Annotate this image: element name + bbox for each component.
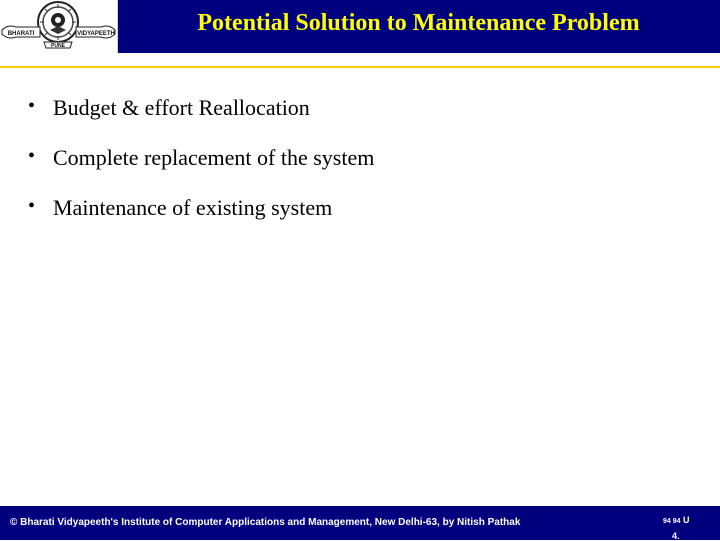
slide-title: Potential Solution to Maintenance Problem	[197, 10, 640, 36]
bullet-text: Budget & effort Reallocation	[53, 95, 310, 120]
bullet-text: Complete replacement of the system	[53, 145, 375, 170]
logo-text-left: BHARATI	[7, 31, 35, 37]
title-underline	[0, 66, 720, 68]
page-number: 4.	[672, 531, 680, 541]
bullet-marker: •	[28, 95, 36, 117]
logo-text-right: VIDYAPEETH	[77, 31, 115, 37]
page-number-small: 94 94	[663, 518, 681, 525]
logo-emblem-icon	[0, 0, 117, 53]
bullet-marker: •	[28, 145, 36, 167]
footer-credit: © Bharati Vidyapeeth's Institute of Computer Applications and Management, New Delhi-63, by Nitish Pathak	[10, 517, 521, 528]
logo-text-bottom: PUNE	[51, 43, 65, 49]
header-bar	[0, 0, 720, 53]
footer-bar	[0, 506, 720, 540]
bharati-vidyapeeth-logo	[0, 0, 118, 53]
page-number-superscript: U	[683, 515, 690, 525]
bullet-marker: •	[28, 195, 36, 217]
bullet-text: Maintenance of existing system	[53, 195, 333, 220]
